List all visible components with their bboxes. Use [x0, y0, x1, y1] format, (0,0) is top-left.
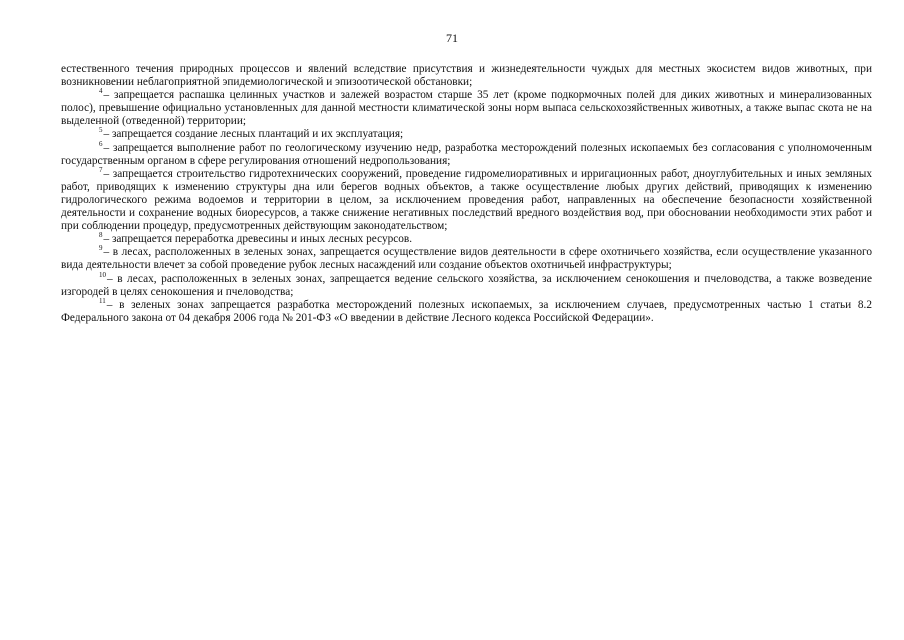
- footnote-marker: 11: [99, 296, 106, 305]
- footnote-paragraph-5: [61, 128, 872, 141]
- footnote-marker: 7: [99, 165, 103, 174]
- paragraph-text: – запрещается переработка древесины и иных лесных ресурсов.: [103, 233, 413, 246]
- footnote-paragraph-9: [61, 246, 872, 272]
- page-number: 71: [446, 31, 458, 45]
- paragraph-text: – в зеленых зонах запрещается разработка месторождений полезных ископаемых, за исключением случаев, предусмотренных частью 1 статьи 8.2 Федерального закона от 04 декабря 2006 года № 201-ФЗ «О введении в действие Лесного кодекса Российской Федерации».: [61, 298, 872, 324]
- paragraph-text: – в лесах, расположенных в зеленых зонах, запрещается осуществление видов деятельности в сфере охотничьего хозяйства, если осуществление указанного вида деятельности влечет за собой проведение рубок лесных насаждений или создание объектов охотничьей инфраструктуры;: [61, 246, 872, 272]
- footnote-marker: 9: [99, 244, 103, 253]
- paragraph-text: – запрещается строительство гидротехнических сооружений, проведение гидромелиоративных и ирригационных работ, дноуглубительных и иных земляных работ, приводящих к изменению структуры дна или берегов водных объектов, а также осуществление любых других действий, приводящих к изменению гидрологического режима водоемов и территории в целом, за исключением проведения работ, направленных на обеспечение безопасности хозяйственной деятельности и сохранение водных биоресурсов, а также снижение негативных последствий вредного воздействия вод, при обосновании необходимости этих работ и при соблюдении процедур, предусмотренных действующим законодательством;: [61, 167, 872, 233]
- footnote-marker: 5: [99, 126, 103, 135]
- footnote-marker: 4: [99, 87, 103, 96]
- footnote-paragraph-8: [61, 233, 872, 246]
- footnote-paragraph-6: [61, 139, 872, 168]
- paragraph-continuation: [61, 63, 872, 89]
- footnote-marker: 6: [99, 139, 103, 148]
- paragraph-text: – в лесах, расположенных в зеленых зонах, запрещается ведение сельского хозяйства, за исключением сенокошения и пчеловодства, а также возведение изгородей в целях сенокошения и пчеловодства;: [61, 272, 872, 298]
- footnote-marker: 8: [99, 231, 103, 240]
- paragraph-text: естественного течения природных процессов и явлений вследствие присутствия и жизнедеятельности чуждых для местных экосистем видов животных, при возникновении неблагоприятной эпидемиологической и эпизоотической обстановки;: [61, 63, 872, 89]
- footnote-paragraph-10: [61, 270, 872, 299]
- paragraph-text: – запрещается распашка целинных участков и залежей возрастом старше 35 лет (кроме подкормочных полей для диких животных и минерализованных полос), превышение официально установленных для данной местности климатической зоны норм выпаса сельскохозяйственных животных, а также выпас скота не на выделенной (отведенной) территории;: [61, 89, 872, 128]
- document-body: [61, 63, 872, 325]
- footnote-paragraph-11: [61, 296, 872, 325]
- paragraph-text: – запрещается выполнение работ по геологическому изучению недр, разработка месторождений полезных ископаемых без согласования с уполномоченным государственным органом в сфере регулирования отношений недропользования;: [61, 141, 872, 167]
- footnote-marker: 10: [99, 270, 106, 279]
- footnote-paragraph-7: [61, 165, 872, 233]
- paragraph-text: – запрещается создание лесных плантаций и их эксплуатация;: [103, 128, 404, 141]
- footnote-paragraph-4: [61, 89, 872, 128]
